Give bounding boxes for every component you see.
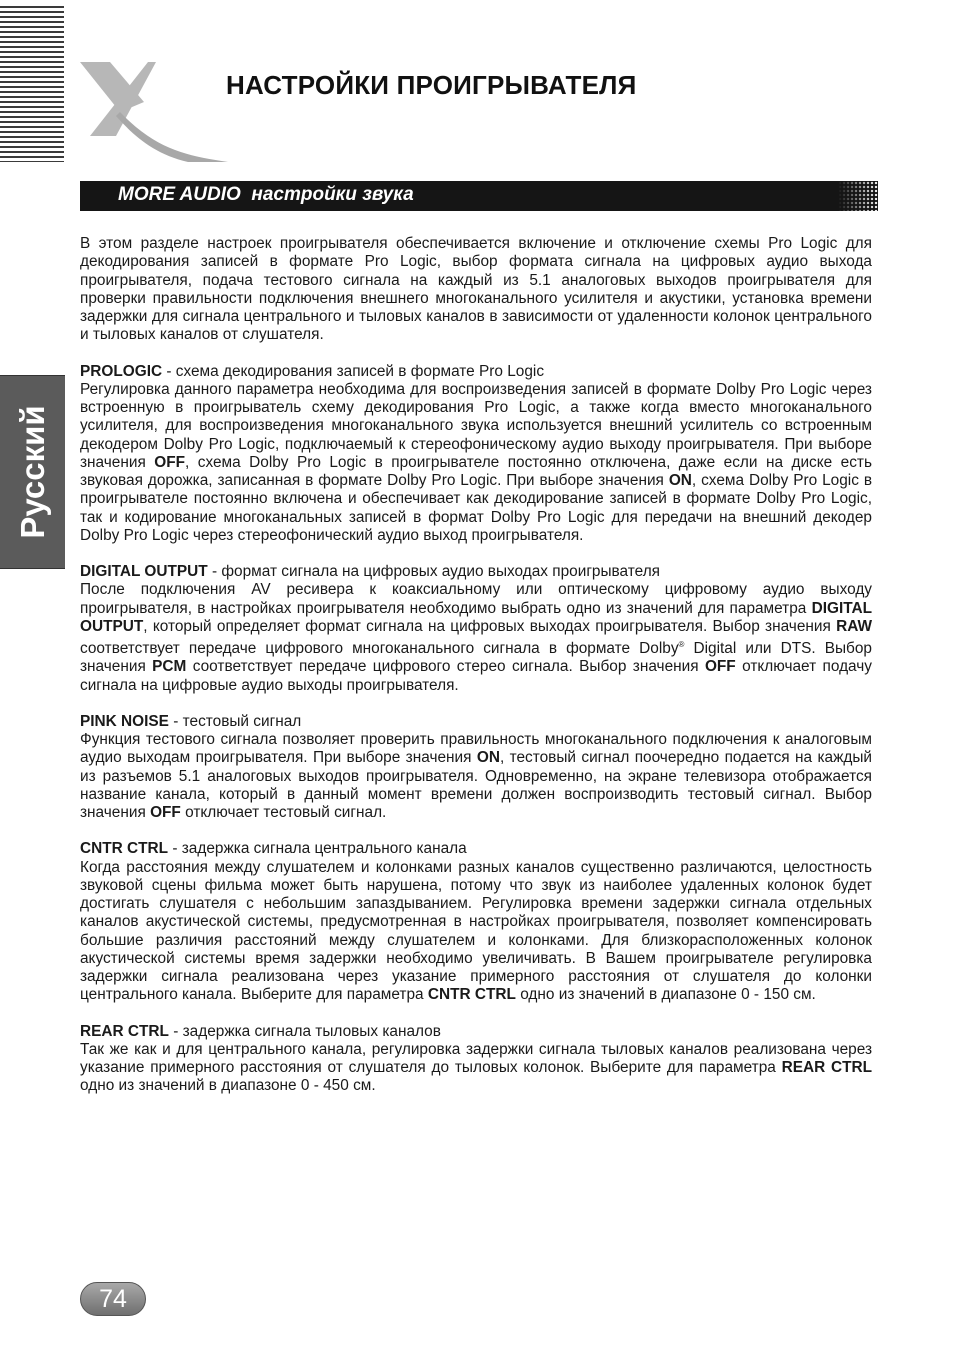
language-tab — [0, 375, 65, 569]
pink-noise-body — [80, 731, 872, 822]
cntr-ctrl-desc: - задержка сигнала центрального канала — [168, 840, 467, 858]
value-on: ON — [476, 749, 500, 767]
body-text: отключает подачу сигнала на цифровые аудио выходы проигрывателя. — [80, 658, 872, 694]
digital-output-term: DIGITAL OUTPUT — [80, 563, 208, 580]
rear-ctrl-body — [80, 1041, 872, 1096]
body-text: Функция тестового сигнала позволяет проверить правильность многоканального подключения к аналоговым аудио выходам проигрывателя. При выборе значения — [80, 731, 872, 767]
rear-ctrl-desc: - задержка сигнала тыловых каналов — [168, 1022, 441, 1040]
cntr-ctrl-heading — [80, 840, 872, 858]
digital-output-body — [80, 581, 872, 695]
body-text: , схема Dolby Pro Logic в проигрывателе постоянно включена и обеспечивает как декодирование записей в формате Dolby Pro Logic, так и кодирование многоканальных записей в формат Dolby Pro Logic для передачи на внешний декодер Dolby Pro Logic через стереофонический аудио выход проигрывателя. — [80, 472, 872, 544]
registered-mark: ® — [678, 640, 685, 649]
prologic-section — [80, 363, 872, 546]
body-text: , тестовый сигнал поочередно подается на каждый из разъемов 5.1 аналоговых выходов проигрывателя. Одновременно, на экране телевизора отображается название канала, который в данный момент времени должен воспроизводить тестовый сигнал. Выбор значения — [80, 749, 873, 822]
param-rear-ctrl: REAR CTRL — [781, 1059, 873, 1077]
body-text: Регулировка данного параметра необходима для воспроизведения записей в формате Dolby Pro Logic через встроенную в проигрыватель схему декодирования Pro Logic, а также когда вместо многоканального усилителя, для воспроизведения многоканального звука используется внешний усилитель со встроенным декодером Dolby Pro Logic, подключаемый к стереофоническому аудио выходу проигрывателя. При выборе значения — [80, 380, 872, 471]
body-text: Так же как и для центрального канала, регулировка задержки сигнала тыловых каналов реализована через указание примерного расстояния от слушателя до тыловых колонок. Выберите для параметра — [80, 1040, 872, 1077]
page-number-badge: 74 — [80, 1282, 146, 1316]
body-text: одно из значений в диапазоне 0 - 150 см. — [515, 986, 816, 1004]
cntr-ctrl-section — [80, 840, 872, 1004]
body-text: соответствует передаче цифрового многоканального сигнала в формате Dolby — [80, 640, 679, 658]
value-off: OFF — [704, 658, 736, 676]
digital-output-heading — [80, 563, 872, 581]
rear-ctrl-term: REAR CTRL — [80, 1022, 169, 1040]
pink-noise-term: PINK NOISE — [80, 712, 169, 730]
prologic-heading — [80, 363, 872, 381]
digital-output-section — [80, 563, 872, 695]
body-text: отключает тестовый сигнал. — [180, 804, 387, 822]
body-text: , схема Dolby Pro Logic в проигрывателе постоянно отключена, даже если на диске есть звуковая дорожка, записанная в формате Dolby Pro Logic. При выборе значения — [80, 453, 872, 489]
body-text: одно из значений в диапазоне 0 - 450 см. — [80, 1077, 376, 1095]
section-title: MORE AUDIO настройки звука — [118, 184, 414, 205]
page-title: НАСТРОЙКИ ПРОИГРЫВАТЕЛЯ — [226, 70, 637, 100]
halftone-dots — [838, 181, 878, 211]
value-pcm: PCM — [152, 658, 187, 676]
prologic-desc: - схема декодирования записей в формате Pro Logic — [162, 362, 545, 380]
param-digital-output: DIGITAL OUTPUT — [80, 599, 872, 635]
section-header-bar — [80, 181, 878, 211]
rear-ctrl-heading — [80, 1023, 872, 1041]
pink-noise-desc: - тестовый сигнал — [168, 712, 302, 730]
page-content — [80, 235, 872, 1114]
digital-output-desc: - формат сигнала на цифровых аудио выходах проигрывателя — [207, 563, 661, 580]
cntr-ctrl-term: CNTR CTRL — [80, 840, 169, 858]
value-off: OFF — [154, 453, 186, 471]
body-text: , который определяет формат сигнала на цифровых выходах проигрывателя. Выбор значения — [143, 617, 837, 635]
decorative-stripes — [0, 6, 64, 162]
value-on: ON — [668, 472, 692, 489]
cntr-ctrl-body — [80, 859, 872, 1005]
intro-paragraph: В этом разделе настроек проигрывателя обеспечивается включение и отключение схемы Pro Logic для декодирования записей в формате Pro Logic, выбор формата сигнала на цифровых аудио выхода проигрывателя, подача тестового сигнала на каждый из 5.1 аналоговых выходов проигрывателя для проверки правильности подключения внешнего многоканального усилителя и акустики, установка времени задержки для сигнала центрального и тыловых каналов в зависимости от удаленности колонок центрального и тыловых каналов от слушателя. — [80, 235, 872, 344]
rear-ctrl-section — [80, 1023, 872, 1096]
x-logo-icon — [76, 58, 228, 162]
pink-noise-heading — [80, 713, 872, 731]
body-text: После подключения AV ресивера к коаксиальному или оптическому цифровому аудио выходу проигрывателя, в настройках проигрывателя необходимо выбрать одно из значений для параметра — [80, 581, 872, 617]
pink-noise-section — [80, 713, 872, 823]
body-text: соответствует передаче цифрового стерео сигнала. Выбор значения — [186, 658, 705, 676]
param-cntr-ctrl: CNTR CTRL — [427, 986, 516, 1004]
body-text: Когда расстояния между слушателем и колонками разных каналов существенно различаются, целостность звуковой сцены фильма может быть нарушена, потому что звук из наиболее удаленных колонок будет достигать слушателя с небольшим запаздыванием. Регулировка времени задержки сигнала отдельных каналов акустической системы, предусмотренная в настройках проигрывателя, позволяет компенсировать большие различия расстояний между слушателем и колонками. Для близкорасположенных колонок акустической системы время задержки необходимо увеличивать. В Вашем проигрывателе регулировка задержки сигнала реализована через указание примерного расстояния от слушателя до колонки центрального канала. Выберите для параметра — [80, 858, 872, 1004]
body-text: Digital или DTS. Выбор значения — [80, 640, 872, 676]
language-label: Русский — [13, 405, 51, 539]
value-off: OFF — [150, 804, 181, 822]
prologic-body — [80, 381, 872, 545]
prologic-term: PROLOGIC — [80, 362, 163, 380]
value-raw: RAW — [836, 617, 872, 635]
